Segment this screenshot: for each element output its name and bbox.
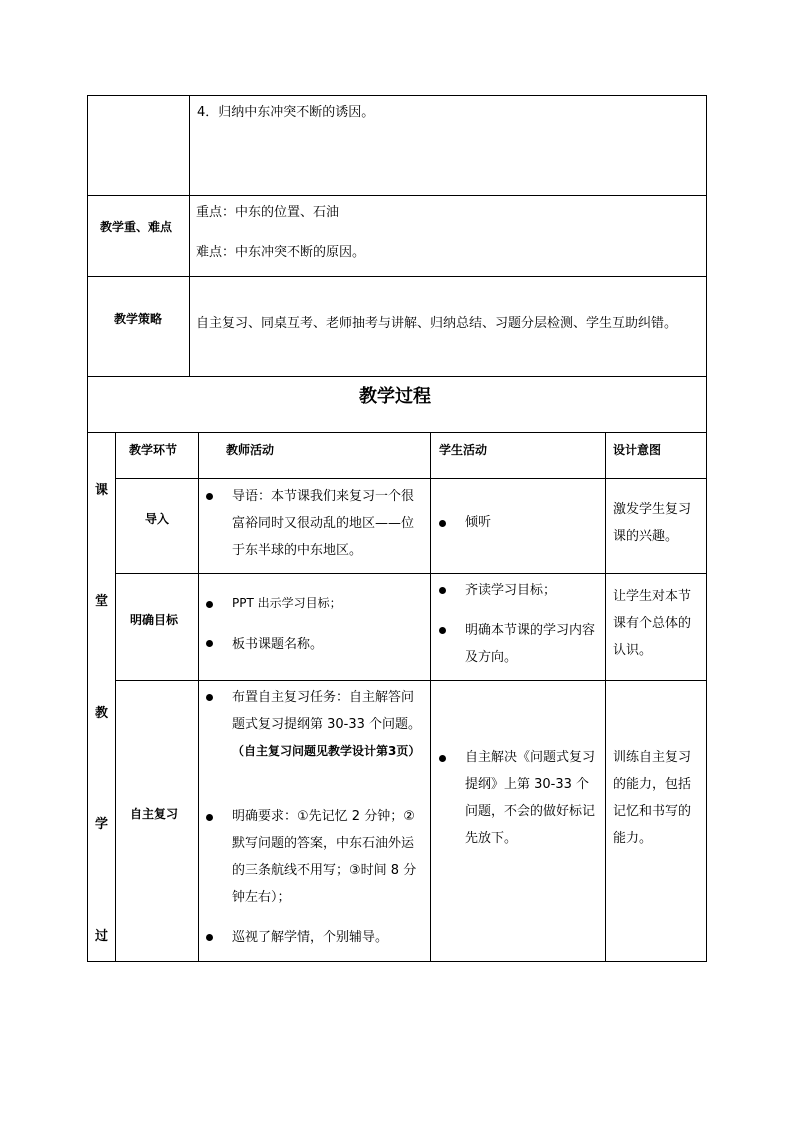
bullet-icon bbox=[439, 627, 446, 634]
header-stage: 教学环节 bbox=[129, 443, 178, 457]
goals-teacher-2: 板书课题名称。 bbox=[232, 637, 324, 652]
intro-student: 倾听 bbox=[465, 515, 492, 530]
intro-teacher: 导语：本节课我们来复习一个很富裕同时又很动乱的地区——位于东半球的中东地区。 bbox=[232, 489, 415, 558]
side-char-5: 过 bbox=[95, 929, 109, 944]
bullet-icon bbox=[439, 587, 446, 594]
side-char-1: 课 bbox=[95, 483, 109, 498]
process-title: 教学过程 bbox=[359, 386, 431, 407]
side-char-3: 教 bbox=[95, 706, 109, 721]
bullet-icon bbox=[206, 601, 213, 608]
strategy-text: 自主复习、同桌互考、老师抽考与讲解、归纳总结、习题分层检测、学生互助纠错。 bbox=[196, 316, 678, 331]
stage-intro: 导入 bbox=[145, 512, 170, 526]
review-teacher-1a: 布置自主复习任务：自主解答问题式复习提纲第 30-33 个问题。 bbox=[232, 690, 422, 732]
bullet-icon bbox=[206, 493, 213, 500]
review-teacher-1b: （自主复习问题见教学设计第3页） bbox=[232, 744, 421, 758]
row-line-3 bbox=[115, 680, 707, 681]
side-char-4: 学 bbox=[95, 817, 109, 832]
key-point: 重点：中东的位置、石油 bbox=[196, 205, 340, 220]
col-line-1 bbox=[115, 432, 116, 962]
review-teacher-2: 明确要求：①先记忆 2 分钟；②默写问题的答案，中东石油外运的三条航线不用写；③时间 8 分钟左右）； bbox=[232, 809, 417, 905]
review-intent: 训练自主复习的能力，包括记忆和书写的能力。 bbox=[613, 750, 692, 846]
stage-goals: 明确目标 bbox=[130, 613, 179, 627]
header-intent: 设计意图 bbox=[613, 443, 662, 457]
difficult-point: 难点：中东冲突不断的原因。 bbox=[196, 245, 366, 260]
goals-student-2: 明确本节课的学习内容及方向。 bbox=[465, 623, 596, 665]
bullet-icon bbox=[439, 520, 446, 527]
review-teacher-3: 巡视了解学情，个别辅导。 bbox=[232, 930, 389, 945]
stage-self-review: 自主复习 bbox=[130, 807, 179, 821]
bullet-icon bbox=[206, 694, 213, 701]
row-strategy-divider bbox=[189, 276, 190, 377]
col-line-4 bbox=[605, 432, 606, 962]
goals-student-1: 齐读学习目标； bbox=[465, 583, 557, 598]
bullet-icon bbox=[206, 814, 213, 821]
goals-teacher-1: PPT 出示学习目标； bbox=[232, 596, 342, 610]
bullet-icon bbox=[206, 934, 213, 941]
row-line-2 bbox=[115, 573, 707, 574]
side-char-2: 堂 bbox=[95, 594, 109, 609]
header-teacher: 教师活动 bbox=[226, 443, 275, 457]
review-student: 自主解决《问题式复习提纲》上第 30-33 个问题，不会的做好标记先放下。 bbox=[465, 750, 596, 846]
intro-intent: 激发学生复习课的兴趣。 bbox=[613, 502, 692, 544]
header-student: 学生活动 bbox=[439, 443, 488, 457]
col-line-2 bbox=[198, 432, 199, 962]
col-line-3 bbox=[430, 432, 431, 962]
bullet-icon bbox=[206, 640, 213, 647]
strategy-label: 教学策略 bbox=[114, 312, 163, 326]
key-points-label: 教学重、难点 bbox=[100, 220, 173, 234]
goals-intent: 让学生对本节课有个总体的认识。 bbox=[613, 589, 692, 658]
bullet-icon bbox=[439, 755, 446, 762]
row-goals-divider bbox=[189, 95, 190, 196]
goal-4: 4．归纳中东冲突不断的诱因。 bbox=[197, 105, 375, 120]
row-line-1 bbox=[115, 478, 707, 479]
